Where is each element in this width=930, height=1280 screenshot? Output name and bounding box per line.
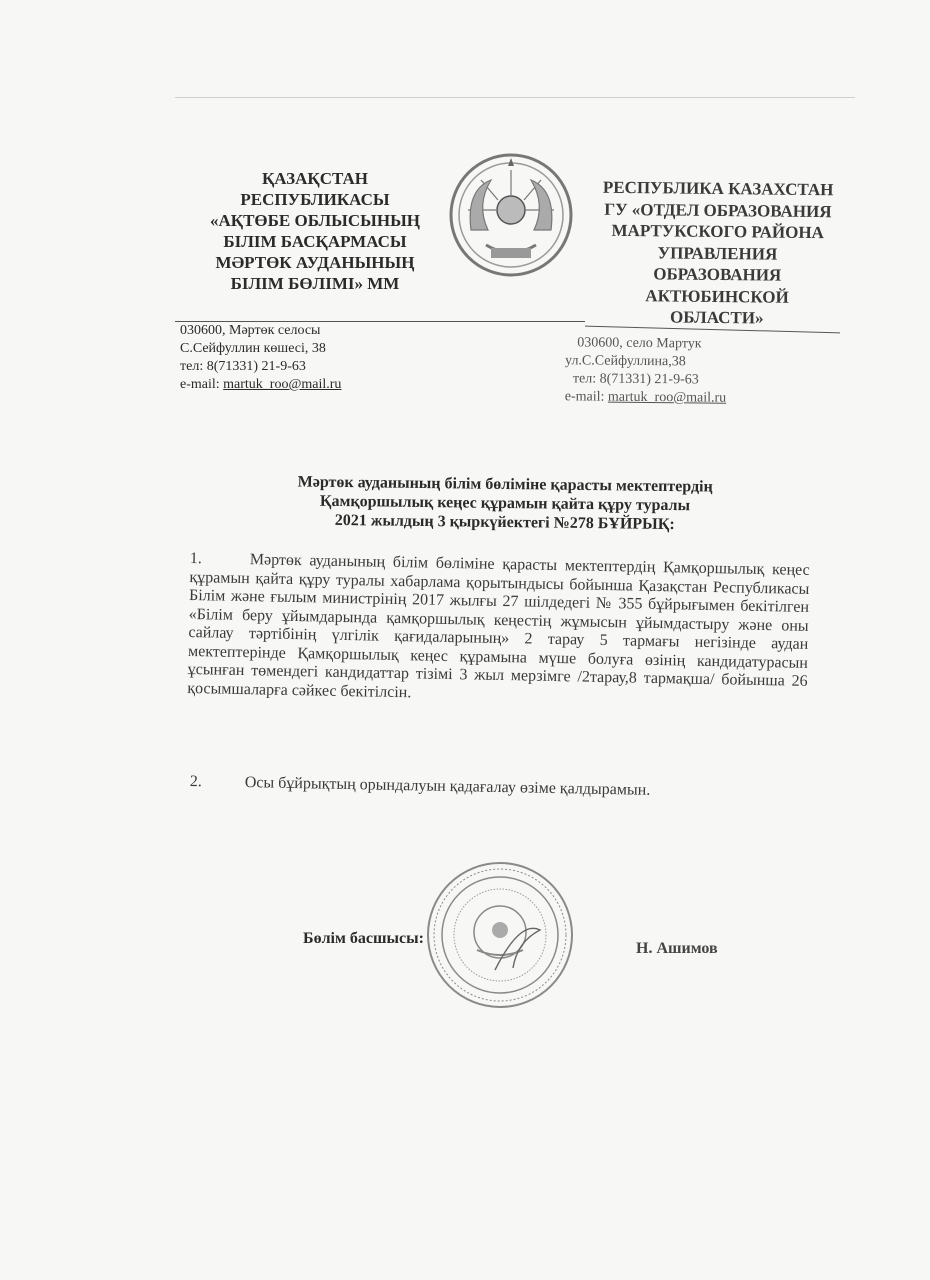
address-kz-line1: 030600, Мәртөк селосы [180,323,321,338]
email-link[interactable]: martuk_roo@mail.ru [223,377,342,392]
title-line3: 2021 жылдың 3 қыркүйектегі №278 БҰЙРЫҚ: [334,511,675,534]
title-line2: Қамқоршылық кеңес құрамын қайта құру туралы [319,492,691,515]
email-link[interactable]: martuk_roo@mail.ru [607,389,727,406]
address-ru-email-row [565,388,727,407]
header-kz-line: ҚАЗАҚСТАН [261,169,369,188]
order-paragraph-2 [190,773,810,803]
address-ru-line3: тел: 8(71331) 21-9-63 [572,371,699,388]
header-kz-line: БІЛІМ БАСҚАРМАСЫ [223,232,407,251]
header-kz-line: РЕСПУБЛИКАСЫ [240,190,390,209]
header-kz [190,168,440,294]
signatory-name: Н. Ашимов [636,940,718,957]
paragraph-text: Мәртөк ауданының білім бөліміне қарасты мектептердің Қамқоршылық кеңес құрамын қайта құру туралы хабарлама қорытындысы бойынша Қазақстан Республикасы Білім және ғылым министрінің 2017 жылғы 27 шілдедегі № 355 бұйрығымен бекітілген «Білім беру ұйымдарында қамқоршылық кеңестің жұмысын ұйымдастыру және оны сайлау тәртібінің үлгілік қағидаларының» 2 тарау 5 тармағы негізінде аудан мектептерінде Қамқоршылық кеңес құрамына мүше болуға өзінің кандидатурасын ұсынған төмендегі кандидаттар тізімі 3 жыл мерзімге /2тарау,8 тармақша/ бойынша 26 қосымшаларға сәйкес бекітілсін. [187,551,810,701]
header-kz-line: «АҚТӨБЕ ОБЛЫСЫНЫҢ [209,211,420,230]
header-ru [584,177,851,330]
title-line1: Мәртөк ауданының білім бөліміне қарасты мектептердің [297,473,713,496]
header-ru-line: ГУ «ОТДЕЛ ОБРАЗОВАНИЯ [604,199,832,221]
official-seal-icon [425,860,575,1010]
email-label: e-mail: [564,389,608,405]
header-ru-line: УПРАВЛЕНИЯ [657,242,778,264]
document-title [200,471,811,535]
header-ru-line: МАРТУКСКОГО РАЙОНА [611,220,824,243]
header-ru-line: РЕСПУБЛИКА КАЗАХСТАН [602,177,834,200]
signature-label: Бөлім басшысы: [303,930,424,947]
header-ru-line: ОБЛАСТИ» [669,307,764,328]
header-ru-line: ОБРАЗОВАНИЯ [653,264,782,285]
address-kz-line2: С.Сейфуллин көшесі, 38 [180,341,326,356]
address-ru-line2: ул.С.Сейфуллина,38 [565,353,686,370]
paragraph-text: Осы бұйрықтың орындалуын қадағалау өзіме қалдырамын. [244,774,651,799]
address-ru-line1: 030600, село Мартук [577,335,702,352]
address-ru [565,334,727,407]
scan-edge-line [175,97,855,98]
order-paragraph-1 [187,550,810,710]
email-label: e-mail: [180,377,224,392]
state-emblem-icon [446,150,576,280]
paragraph-number: 1. [189,550,202,568]
header-kz-line: БІЛІМ БӨЛІМІ» ММ [230,274,400,293]
header-ru-line: АКТЮБИНСКОЙ [645,285,789,307]
header-kz-line: МӘРТӨК АУДАНЫНЫҢ [215,253,415,272]
address-kz-line3: тел: 8(71331) 21-9-63 [180,359,306,374]
address-kz-email-row [180,376,341,394]
address-kz [180,322,341,394]
paragraph-number: 2. [189,773,202,791]
